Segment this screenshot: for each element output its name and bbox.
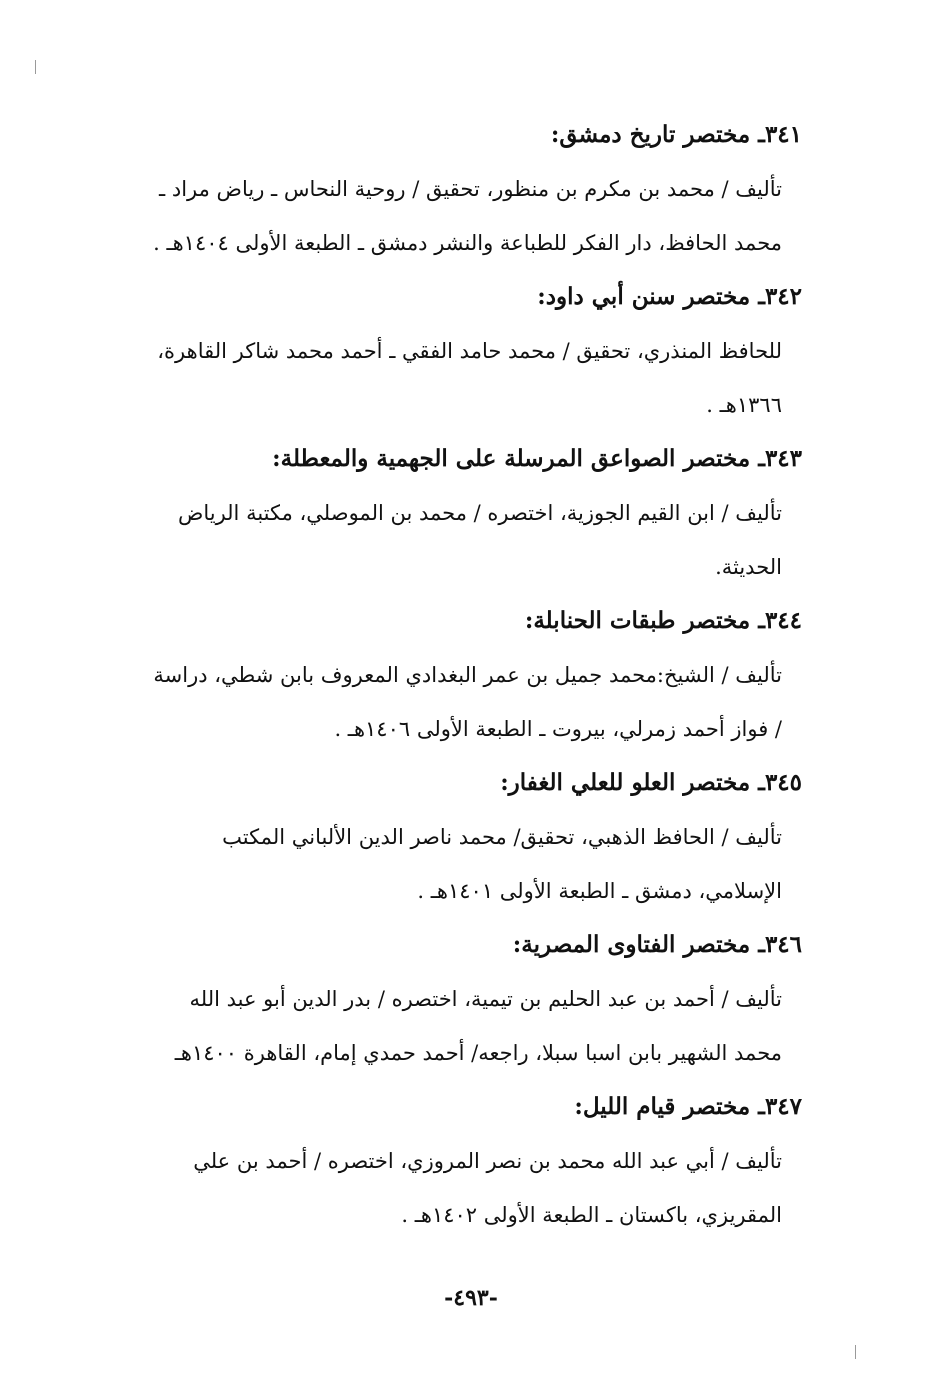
bibliography-entry-346 [110, 918, 802, 1080]
entry-line: الحديثة. [715, 555, 782, 579]
entry-line: تأليف / الحافظ الذهبي، تحقيق/ محمد ناصر الدين الألباني المكتب [222, 825, 782, 849]
page-number: -٤٩٣- [444, 1285, 498, 1311]
entry-body [110, 1134, 782, 1242]
entry-heading: ٣٤٦ـ مختصر الفتاوى المصرية: [512, 931, 802, 958]
bibliography-entry-344 [110, 594, 802, 756]
entry-line: ١٣٦٦هـ . [706, 393, 782, 417]
entry-heading: ٣٤٣ـ مختصر الصواعق المرسلة على الجهمية والمعطلة: [272, 445, 802, 472]
entry-heading: ٣٤١ـ مختصر تاريخ دمشق: [550, 121, 802, 148]
entry-line: للحافظ المنذري، تحقيق / محمد حامد الفقي ـ أحمد محمد شاكر القاهرة، [157, 339, 782, 363]
entry-line: محمد الحافظ، دار الفكر للطباعة والنشر دمشق ـ الطبعة الأولى ١٤٠٤هـ . [153, 231, 782, 255]
entry-line: الإسلامي، دمشق ـ الطبعة الأولى ١٤٠١هـ . [417, 879, 782, 903]
bibliography-entry-341 [110, 108, 802, 270]
bibliography-entry-342 [110, 270, 802, 432]
entry-line: تأليف / أحمد بن عبد الحليم بن تيمية، اختصره / بدر الدين أبو عبد الله [189, 987, 782, 1011]
entry-body [110, 972, 782, 1080]
bibliography-entry-345 [110, 756, 802, 918]
scan-edge-mark [855, 1345, 856, 1359]
entry-body [110, 162, 782, 270]
entry-line: تأليف / ابن القيم الجوزية، اختصره / محمد بن الموصلي، مكتبة الرياض [177, 501, 782, 525]
entry-heading: ٣٤٧ـ مختصر قيام الليل: [574, 1093, 802, 1120]
bibliography-list [110, 108, 802, 1242]
entry-heading: ٣٤٤ـ مختصر طبقات الحنابلة: [524, 607, 802, 634]
entry-body [110, 810, 782, 918]
bibliography-entry-343 [110, 432, 802, 594]
entry-heading: ٣٤٥ـ مختصر العلو للعلي الغفار: [500, 769, 802, 796]
entry-line: محمد الشهير بابن اسبا سبلا، راجعه/ أحمد حمدي إمام، القاهرة ١٤٠٠هـ [174, 1041, 782, 1065]
entry-line: تأليف / محمد بن مكرم بن منظور، تحقيق / روحية النحاس ـ رياض مراد ـ [159, 177, 782, 201]
entry-heading: ٣٤٢ـ مختصر سنن أبي داود: [537, 283, 802, 310]
entry-line: تأليف / أبي عبد الله محمد بن نصر المروزي، اختصره / أحمد بن علي [193, 1149, 782, 1173]
entry-line: تأليف / الشيخ:محمد جميل بن عمر البغدادي المعروف بابن شطي، دراسة [153, 663, 782, 687]
bibliography-entry-347 [110, 1080, 802, 1242]
entry-body [110, 324, 782, 432]
entry-line: / فواز أحمد زمرلي، بيروت ـ الطبعة الأولى ١٤٠٦هـ . [334, 717, 782, 741]
entry-line: المقريزي، باكستان ـ الطبعة الأولى ١٤٠٢هـ . [401, 1203, 782, 1227]
entry-body [110, 648, 782, 756]
entry-body [110, 486, 782, 594]
scan-edge-mark [35, 60, 36, 74]
